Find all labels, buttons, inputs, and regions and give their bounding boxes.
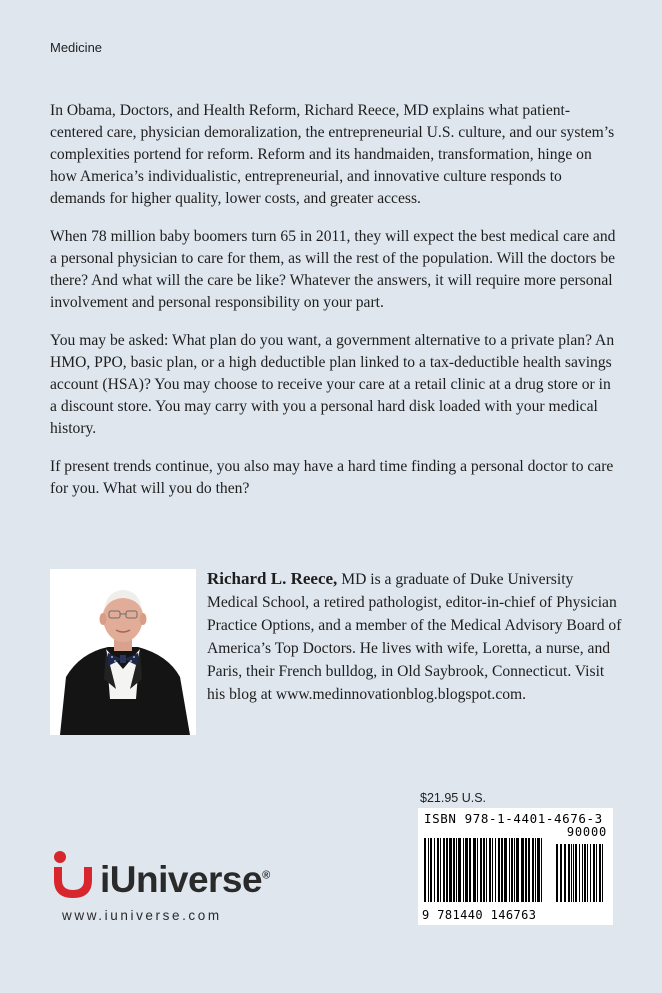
registered-mark: ® — [262, 869, 270, 882]
author-bio — [207, 567, 625, 706]
barcode-bar — [602, 844, 603, 902]
author-name: Richard L. Reece, — [207, 569, 338, 588]
barcode-bar — [498, 838, 500, 902]
barcode-bar — [428, 838, 429, 902]
barcode-bar — [453, 838, 455, 902]
barcode-bar — [486, 838, 487, 902]
barcode-bar — [584, 844, 586, 902]
barcode-bar — [440, 838, 441, 902]
barcode-bar — [564, 844, 566, 902]
blurb-paragraph-3: You may be asked: What plan do you want, a government alternative to a private plan? An HMO, PPO, basic plan, or a high deductible plan linked to a tax-deductible health savings account (HSA)? You may choose to receive your care at a retail clinic at a drug store or in a discount store. You may carry with you a personal hard disk loaded with your medical history. — [50, 332, 615, 437]
barcode-bar — [424, 838, 426, 902]
barcode-bar — [579, 844, 580, 902]
barcode-bar — [489, 838, 491, 902]
ean-number: 9 781440 146763 — [422, 908, 537, 922]
publisher-name — [100, 859, 270, 901]
barcode-bar — [492, 838, 493, 902]
iuniverse-logo-icon — [48, 848, 98, 902]
barcode-bar — [434, 838, 435, 902]
blurb-paragraph-1: In Obama, Doctors, and Health Reform, Richard Reece, MD explains what patient-centered care, physician demoralization, the entrepreneurial U.S. culture, and our system’s complexities portend for reform. Reform and its handmaiden, transformation, hinge on how America’s individualistic, entrepreneurial, and innovative culture responds to demands for higher quality, lower costs, and greater access. — [50, 102, 615, 207]
blurb-paragraph-2: When 78 million baby boomers turn 65 in 2011, they will expect the best medical care and a personal physician to care for them, as will the rest of the population. Will the doctors be there? And what will the care be like? Whatever the answers, it will require more personal involvement and personal responsibility on your part. — [50, 228, 616, 311]
author-description: MD is a graduate of Duke University Medical School, a retired pathologist, editor-in-chief of Physician Practice Options, and a member of the Medical Advisory Board of America’s Top Doctors. He lives with wife, Loretta, a nurse, and Paris, their French bulldog, in Old Saybrook, Connecticut. Visit his blog at www.medinnovationblog.blogspot.com. — [207, 571, 622, 703]
barcode-bar — [590, 844, 591, 902]
barcode-bar — [443, 838, 445, 902]
barcode-bar — [528, 838, 530, 902]
barcode-bar — [599, 844, 601, 902]
barcode-bar — [446, 838, 448, 902]
barcode-bar — [537, 838, 540, 902]
barcode-bar — [596, 844, 597, 902]
barcode-bar — [568, 844, 570, 902]
blurb-paragraph-4: If present trends continue, you also may have a hard time finding a personal doctor to care for you. What will you do then? — [50, 458, 614, 497]
barcode-bar — [469, 838, 471, 902]
book-description — [50, 100, 620, 516]
barcode-bar — [587, 844, 588, 902]
barcode-bar — [501, 838, 503, 902]
author-photo — [50, 569, 196, 735]
barcode-bar — [556, 844, 558, 902]
barcode-bar — [532, 838, 534, 902]
barcode-bar — [560, 844, 562, 902]
barcode-bar — [456, 838, 457, 902]
barcode-bars — [424, 838, 607, 910]
barcode-bar — [511, 838, 513, 902]
isbn-number: ISBN 978-1-4401-4676-3 — [424, 811, 603, 826]
barcode-bar — [430, 838, 432, 902]
barcode-bar — [593, 844, 595, 902]
category-label: Medicine — [50, 40, 103, 55]
barcode-bar — [516, 838, 519, 902]
barcode-bar — [525, 838, 527, 902]
barcode-bar — [514, 838, 515, 902]
barcode-bar — [495, 838, 496, 902]
barcode-bar — [465, 838, 468, 902]
price-addon-code: 90000 — [566, 825, 607, 839]
iuniverse-logo — [48, 848, 98, 907]
barcode-bar — [480, 838, 482, 902]
barcode-bar — [509, 838, 510, 902]
barcode-bar — [504, 838, 507, 902]
barcode-bar — [571, 844, 572, 902]
barcode-bar — [458, 838, 461, 902]
price-label: $21.95 U.S. — [420, 791, 487, 805]
barcode-bar — [582, 844, 583, 902]
barcode-bar — [449, 838, 452, 902]
barcode-bar — [575, 844, 577, 902]
barcode-bar — [541, 838, 542, 902]
isbn-barcode — [418, 808, 613, 925]
barcode-bar — [477, 838, 478, 902]
barcode-bar — [535, 838, 536, 902]
barcode-bar — [463, 838, 464, 902]
barcode-bar — [473, 838, 476, 902]
barcode-bar — [437, 838, 439, 902]
publisher-name-text: iUniverse — [100, 859, 263, 900]
barcode-bar — [573, 844, 574, 902]
barcode-bar — [483, 838, 485, 902]
publisher-url: www.iuniverse.com — [62, 908, 222, 923]
barcode-bar — [521, 838, 524, 902]
